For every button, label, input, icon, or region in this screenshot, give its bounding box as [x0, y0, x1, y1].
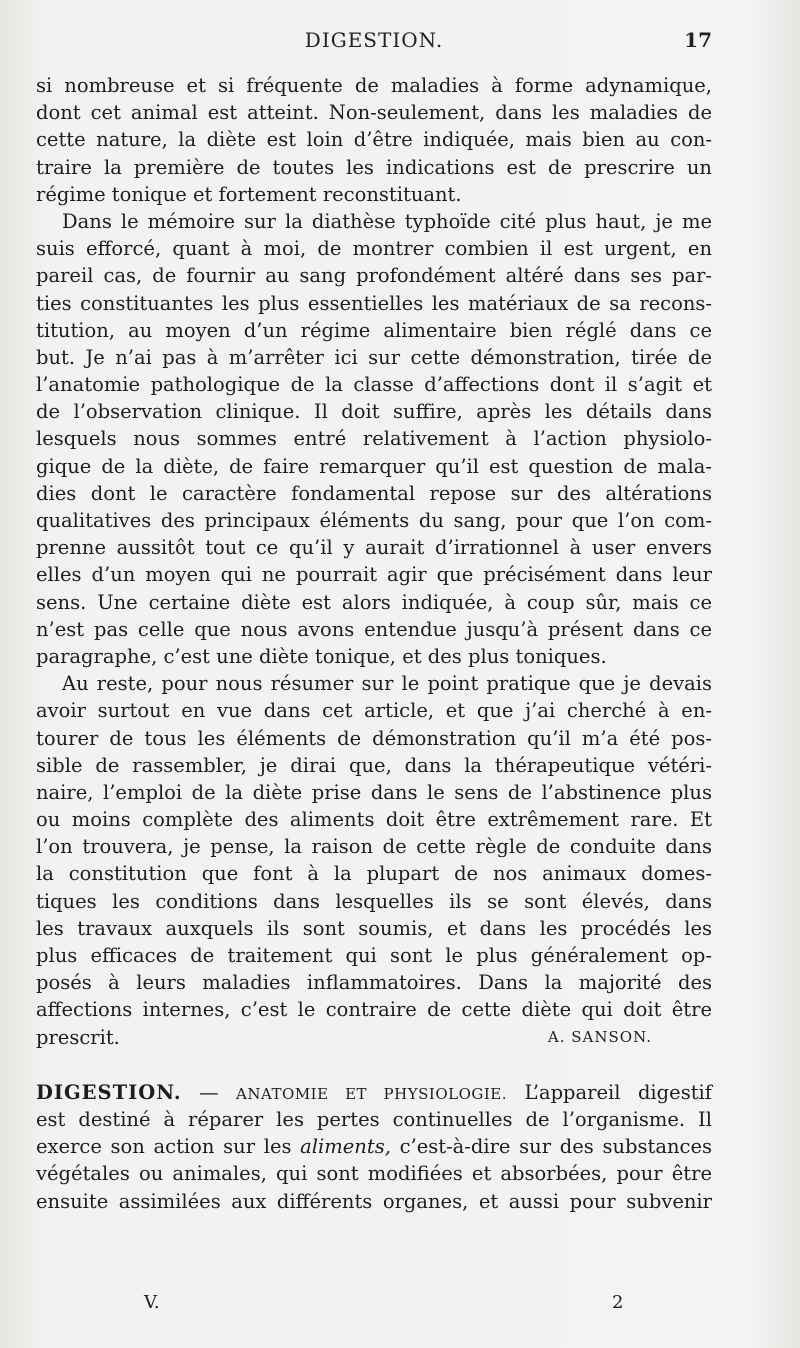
paragraph-3: [36, 670, 712, 1051]
text-line: si nombreuse et si fréquente de maladies à forme adynamique,: [36, 74, 712, 97]
entry-headword: DIGESTION.: [36, 1080, 182, 1104]
text-line: affections internes, c’est le contraire de cette diète qui doit être: [36, 998, 712, 1022]
text-line: de l’observation clinique. Il doit suffire, après les détails dans: [36, 400, 712, 424]
entry-dash: —: [181, 1080, 237, 1104]
text-line: elles d’un moyen qui ne pourrait agir que précisément dans leur: [36, 563, 712, 587]
page-number: 17: [684, 28, 712, 52]
text-line: Dans le mémoire sur la diathèse typhoïde cité plus haut, je me: [62, 209, 712, 233]
sheet-number: 2: [612, 1292, 624, 1313]
text-line: ou moins complète des aliments doit être extrêmement rare. Et: [36, 808, 712, 832]
text-line: régime tonique et fortement reconstituant.: [36, 182, 462, 206]
text-line: cette nature, la diète est loin d’être indiquée, mais bien au con-: [36, 128, 712, 152]
text-line: la constitution que font à la plupart de nos animaux domes-: [36, 862, 712, 886]
text-line: gique de la diète, de faire remarquer qu’il est question de mala-: [36, 454, 712, 478]
italic-term: aliments,: [300, 1135, 391, 1159]
text-line: avoir surtout en vue dans cet article, et que j’ai cherché à en-: [36, 699, 712, 723]
entry-digestion: [36, 1079, 712, 1215]
text-line: naire, l’emploi de la diète prise dans le sens de l’abstinence plus: [36, 780, 712, 804]
text-line: suis efforcé, quant à moi, de montrer combien il est urgent, en: [36, 237, 712, 261]
text-line: but. Je n’ai pas à m’arrêter ici sur cette démonstration, tirée de: [36, 345, 712, 369]
text-line: lesquels nous sommes entré relativement à l’action physiolo-: [36, 427, 712, 451]
text-line: végétales ou animales, qui sont modifiées et absorbées, pour être: [36, 1162, 712, 1186]
text-line: les travaux auxquels ils sont soumis, et dans les procédés les: [36, 916, 712, 940]
text-fragment: c’est-à-dire sur des substances: [390, 1135, 712, 1159]
text-line: n’est pas celle que nous avons entendue jusqu’à présent dans ce: [36, 617, 712, 641]
text-line: qualitatives des principaux éléments du sang, pour que l’on com-: [36, 509, 712, 532]
author-signature: A. SANSON.: [547, 1027, 652, 1046]
text-line: tiques les conditions dans lesquelles ils se sont élevés, dans: [36, 889, 712, 913]
text-line: est destiné à réparer les pertes continuelles de l’organisme. Il: [36, 1107, 712, 1131]
text-line: dies dont le caractère fondamental repose sur des altérations: [36, 481, 712, 505]
text-line: ensuite assimilées aux différents organes, et aussi pour subvenir: [36, 1189, 712, 1213]
signature-line: [36, 1024, 712, 1051]
paragraph-2: [36, 208, 712, 670]
text-line: l’on trouvera, je pense, la raison de cette règle de conduite dans: [36, 835, 712, 859]
page-footer: [36, 1292, 712, 1322]
text-line: l’anatomie pathologique de la classe d’affections dont il s’agit et: [36, 373, 712, 397]
text-fragment: exerce son action sur les: [36, 1135, 301, 1159]
text-line: Au reste, pour nous résumer sur le point pratique que je devais: [62, 672, 712, 696]
text-line: pareil cas, de fournir au sang profondément altéré dans ses par-: [36, 264, 712, 288]
text-line: sens. Une certaine diète est alors indiquée, à coup sûr, mais ce: [36, 590, 712, 614]
text-line: ties constituantes les plus essentielles les matériaux de sa recons-: [36, 291, 712, 315]
signature-mark: V.: [144, 1292, 160, 1313]
text-line: paragraphe, c’est une diète tonique, et des plus toniques.: [36, 644, 607, 668]
text-line: plus efficaces de traitement qui sont le plus généralement op-: [36, 944, 712, 967]
section-gap: [36, 1051, 712, 1079]
page-body: [36, 72, 712, 1215]
entry-first-line-rest: L’appareil digestif: [507, 1080, 712, 1104]
text-line: posés à leurs maladies inflammatoires. Dans la majorité des: [36, 971, 712, 995]
text-line: prescrit.: [36, 1025, 120, 1049]
entry-subtitle: ANATOMIE ET PHYSIOLOGIE.: [236, 1084, 508, 1103]
text-line: traire la première de toutes les indications est de prescrire un: [36, 155, 712, 179]
text-line: tourer de tous les éléments de démonstration qu’il m’a été pos-: [36, 726, 712, 750]
running-title: DIGESTION.: [304, 28, 444, 52]
text-line: dont cet animal est atteint. Non-seulement, dans les maladies de: [36, 101, 712, 125]
text-line: prenne aussitôt tout ce qu’il y aurait d’irrationnel à user envers: [36, 536, 712, 560]
entry-first-line: [36, 1079, 712, 1106]
text-line: titution, au moyen d’un régime alimentaire bien réglé dans ce: [36, 318, 712, 342]
entry-line-3: [36, 1133, 712, 1160]
text-line: sible de rassembler, je dirai que, dans la thérapeutique vétéri-: [36, 753, 712, 777]
page-header: [36, 28, 712, 62]
paragraph-1: [36, 72, 712, 208]
